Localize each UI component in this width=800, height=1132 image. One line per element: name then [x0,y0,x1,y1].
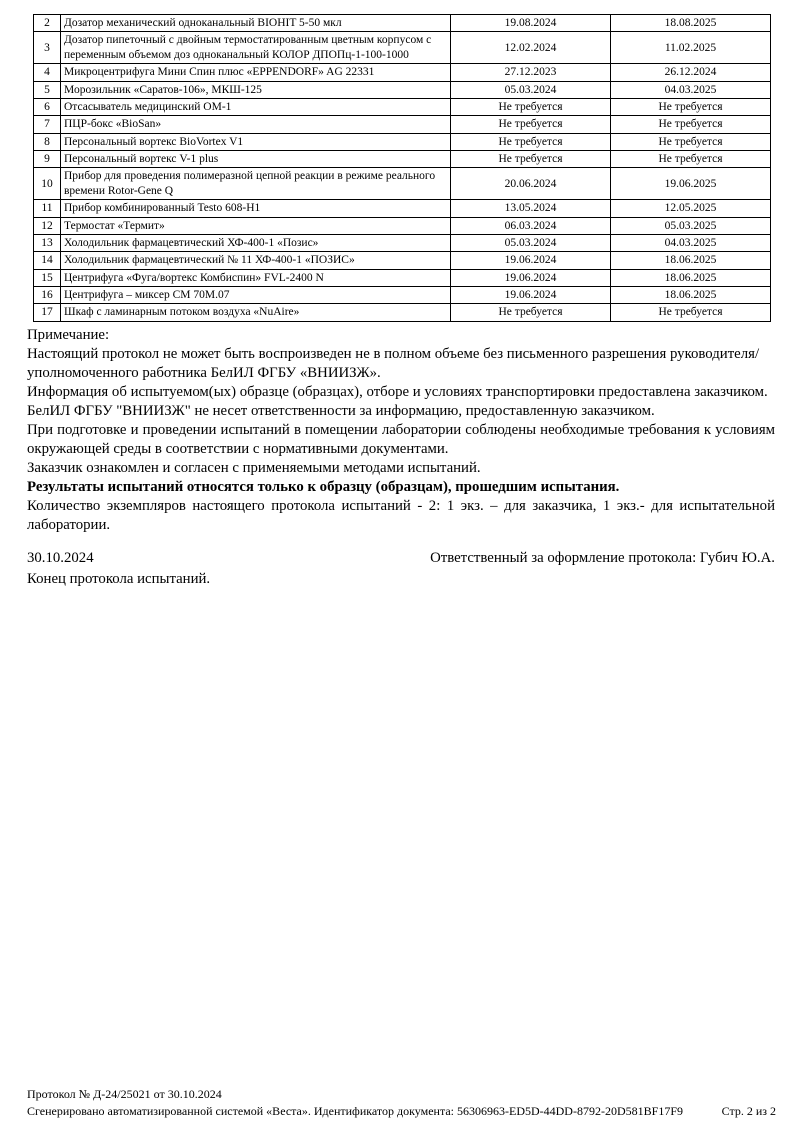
verification-date: 12.02.2024 [451,32,611,64]
row-number: 16 [34,287,61,304]
footer-generated-info: Сгенерировано автоматизированной системой «Веста». Идентификатор документа: 56306963-ED5D-44DD-8792-20D581BF17F9 [27,1104,683,1118]
row-number: 12 [34,217,61,234]
row-number: 8 [34,133,61,150]
table-row [34,81,771,98]
row-number: 5 [34,81,61,98]
verification-date: Не требуется [451,116,611,133]
valid-until-date: Не требуется [611,304,771,321]
footer-protocol-number: Протокол № Д-24/25021 от 30.10.2024 [27,1087,222,1101]
row-number: 2 [34,15,61,32]
verification-date: 19.06.2024 [451,269,611,286]
valid-until-date: Не требуется [611,98,771,115]
verification-date: Не требуется [451,304,611,321]
valid-until-date: Не требуется [611,116,771,133]
equipment-name: Центрифуга «Фуга/вортекс Комбиспин» FVL-2400 N [61,269,451,286]
equipment-name: Холодильник фармацевтический ХФ-400-1 «Позис» [61,234,451,251]
table-row [34,133,771,150]
equipment-table-body [34,15,771,322]
table-row [34,269,771,286]
valid-until-date: 05.03.2025 [611,217,771,234]
table-row [34,168,771,200]
table-row [34,32,771,64]
valid-until-date: Не требуется [611,133,771,150]
responsible-person: Ответственный за оформление протокола: Губич Ю.А. [430,549,775,566]
notes-section [27,326,775,535]
valid-until-date: 18.08.2025 [611,15,771,32]
note-paragraph: БелИЛ ФГБУ "ВНИИЗЖ" не несет ответственности за информацию, предоставленную заказчиком. [27,402,655,419]
signature-row [27,549,775,568]
equipment-name: Дозатор механический одноканальный BIOHIT 5-50 мкл [61,15,451,32]
note-paragraph-results: Результаты испытаний относятся только к образцу (образцам), прошедшим испытания. [27,478,620,495]
valid-until-date: 04.03.2025 [611,234,771,251]
protocol-date: 30.10.2024 [27,549,94,566]
equipment-name: Прибор комбинированный Testo 608-H1 [61,200,451,217]
verification-date: 27.12.2023 [451,64,611,81]
table-row [34,234,771,251]
valid-until-date: 26.12.2024 [611,64,771,81]
verification-date: Не требуется [451,98,611,115]
valid-until-date: 12.05.2025 [611,200,771,217]
row-number: 11 [34,200,61,217]
equipment-table [33,14,771,322]
equipment-name: Центрифуга – миксер СМ 70М.07 [61,287,451,304]
verification-date: 13.05.2024 [451,200,611,217]
valid-until-date: 11.02.2025 [611,32,771,64]
valid-until-date: 19.06.2025 [611,168,771,200]
table-row [34,64,771,81]
equipment-name: Персональный вортекс BioVortex V1 [61,133,451,150]
equipment-name: Шкаф с ламинарным потоком воздуха «NuAire» [61,304,451,321]
valid-until-date: Не требуется [611,151,771,168]
page-footer [27,1086,776,1120]
verification-date: 06.03.2024 [451,217,611,234]
table-row [34,15,771,32]
valid-until-date: 18.06.2025 [611,269,771,286]
table-row [34,304,771,321]
table-row [34,287,771,304]
equipment-name: Микроцентрифуга Мини Спин плюс «EPPENDORF» AG 22331 [61,64,451,81]
equipment-name: Морозильник «Саратов-106», МКШ-125 [61,81,451,98]
verification-date: 05.03.2024 [451,234,611,251]
row-number: 7 [34,116,61,133]
equipment-name: Персональный вортекс V-1 plus [61,151,451,168]
equipment-name: Холодильник фармацевтический № 11 ХФ-400-1 «ПОЗИС» [61,252,451,269]
equipment-name: Прибор для проведения полимеразной цепной реакции в режиме реального времени Rotor-Gene Q [61,168,451,200]
end-of-protocol-line: Конец протокола испытаний. [27,570,211,587]
verification-date: Не требуется [451,133,611,150]
row-number: 3 [34,32,61,64]
table-row [34,200,771,217]
table-row [34,217,771,234]
note-paragraph: При подготовке и проведении испытаний в помещении лаборатории соблюдены необходимые требования к условиям окружающей среды в соответствии с нормативными документами. [27,421,775,457]
verification-date: 20.06.2024 [451,168,611,200]
equipment-name: Отсасыватель медицинский ОМ-1 [61,98,451,115]
valid-until-date: 18.06.2025 [611,287,771,304]
equipment-name: ПЦР-бокс «BioSan» [61,116,451,133]
notes-heading: Примечание: [27,326,110,343]
row-number: 10 [34,168,61,200]
verification-date: Не требуется [451,151,611,168]
row-number: 14 [34,252,61,269]
footer-page-number: Стр. 2 из 2 [721,1104,776,1118]
verification-date: 19.06.2024 [451,252,611,269]
table-row [34,116,771,133]
note-paragraph: Заказчик ознакомлен и согласен с применяемыми методами испытаний. [27,459,481,476]
verification-date: 19.08.2024 [451,15,611,32]
row-number: 13 [34,234,61,251]
verification-date: 05.03.2024 [451,81,611,98]
note-paragraph: Информация об испытуемом(ых) образце (образцах), отборе и условиях транспортировки предоставлена заказчиком. [27,383,768,400]
verification-date: 19.06.2024 [451,287,611,304]
row-number: 9 [34,151,61,168]
table-row [34,252,771,269]
note-paragraph: Настоящий протокол не может быть воспроизведен не в полном объеме без письменного разрешения руководителя/уполномоченного работника БелИЛ ФГБУ «ВНИИЗЖ». [27,345,760,381]
row-number: 15 [34,269,61,286]
valid-until-date: 04.03.2025 [611,81,771,98]
row-number: 17 [34,304,61,321]
equipment-name: Дозатор пипеточный с двойным термостатированным цветным корпусом с переменным объемом доз одноканальный КОЛОР ДПОПц-1-100-1000 [61,32,451,64]
table-row [34,98,771,115]
table-row [34,151,771,168]
equipment-name: Термостат «Термит» [61,217,451,234]
row-number: 4 [34,64,61,81]
note-paragraph: Количество экземпляров настоящего протокола испытаний - 2: 1 экз. – для заказчика, 1 экз.- для испытательной лаборатории. [27,497,775,533]
row-number: 6 [34,98,61,115]
valid-until-date: 18.06.2025 [611,252,771,269]
